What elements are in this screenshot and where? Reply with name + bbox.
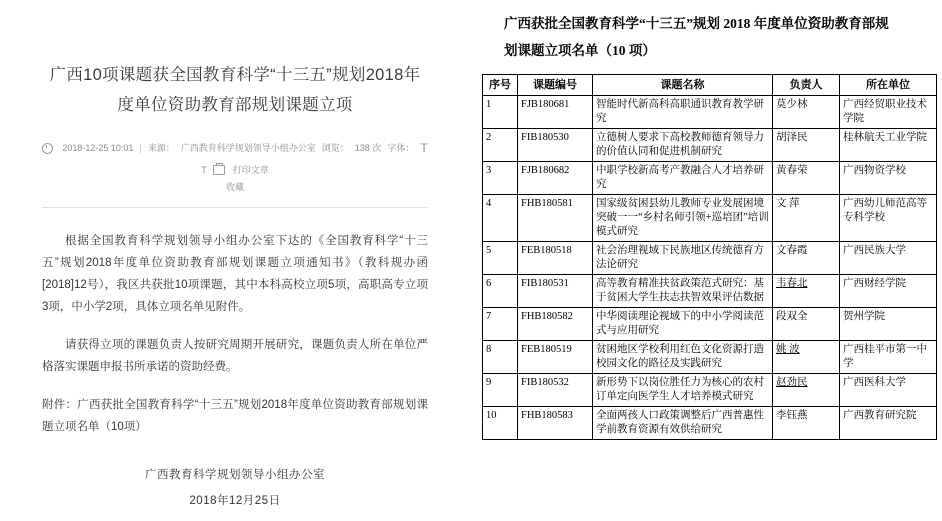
cell-no: 1 xyxy=(483,96,518,129)
cell-code: FIB180531 xyxy=(518,275,593,308)
table-row xyxy=(483,407,937,440)
cell-name: 国家级贫困县幼儿教师专业发展困境突破一一“乡村名师引领+巡培团”培训模式研究 xyxy=(593,195,773,242)
project-table xyxy=(482,74,937,440)
cell-person: 莫少林 xyxy=(773,96,840,129)
cell-no: 5 xyxy=(483,242,518,275)
font-size-large-button[interactable]: T xyxy=(420,141,428,155)
article-meta-line2 xyxy=(42,180,428,193)
table-header-row xyxy=(483,75,937,96)
cell-no: 4 xyxy=(483,195,518,242)
cell-unit: 广西幼儿师范高等专科学校 xyxy=(840,195,937,242)
cell-person: 赵劲民 xyxy=(773,374,840,407)
cell-name: 立德树人要求下高校教师德育领导力的价值认同和促进机制研究 xyxy=(593,129,773,162)
cell-unit: 广西民族大学 xyxy=(840,242,937,275)
article-attachment-note: 附件：广西获批全国教育科学“十三五”规划2018年度单位资助教育部规划课题立项名单（10项） xyxy=(42,399,428,433)
table-row xyxy=(483,275,937,308)
cell-person: 韦春北 xyxy=(773,275,840,308)
cell-unit: 广西经贸职业技术学院 xyxy=(840,96,937,129)
cell-name: 社会治理视域下民族地区传统德育方法论研究 xyxy=(593,242,773,275)
table-row xyxy=(483,195,937,242)
cell-code: FHB180583 xyxy=(518,407,593,440)
cell-code: FJB180682 xyxy=(518,162,593,195)
cell-no: 6 xyxy=(483,275,518,308)
attachment-title xyxy=(482,10,928,64)
cell-name: 贫困地区学校利用红色文化资源打造校园文化的路径及实践研究 xyxy=(593,341,773,374)
font-size-small-button[interactable]: T xyxy=(201,165,207,175)
signature-date: 2018年12月25日 xyxy=(189,495,281,507)
views-value: 138 次 xyxy=(354,143,382,153)
attachment-panel xyxy=(470,0,942,521)
cell-name: 智能时代新高科高职通识教育教学研究 xyxy=(593,96,773,129)
cell-no: 8 xyxy=(483,341,518,374)
cell-code: FIB180532 xyxy=(518,374,593,407)
source-label: 来源： xyxy=(147,143,175,153)
cell-code: FHB180582 xyxy=(518,308,593,341)
col-header-person: 负责人 xyxy=(773,75,840,96)
attachment-title-line2: 划课题立项名单（10 项） xyxy=(504,43,656,58)
cell-unit: 桂林航天工业学院 xyxy=(840,129,937,162)
table-body xyxy=(483,96,937,440)
cell-person: 文春霞 xyxy=(773,242,840,275)
table-row xyxy=(483,341,937,374)
cell-no: 7 xyxy=(483,308,518,341)
cell-code: FEB180518 xyxy=(518,242,593,275)
cell-unit: 广西医科大学 xyxy=(840,374,937,407)
cell-unit: 广西财经学院 xyxy=(840,275,937,308)
attachment-title-line1: 广西获批全国教育科学“十三五”规划 2018 年度单位资助教育部规 xyxy=(504,16,889,31)
cell-code: FJB180681 xyxy=(518,96,593,129)
table-row xyxy=(483,308,937,341)
article-body xyxy=(42,230,428,438)
signature-org: 广西教育科学规划领导小组办公室 xyxy=(145,469,325,481)
table-row xyxy=(483,374,937,407)
divider xyxy=(42,207,428,208)
page-title: 广西10项课题获全国教育科学“十三五”规划2018年度单位资助教育部规划课题立项 xyxy=(49,66,421,114)
cell-person: 姚 波 xyxy=(773,341,840,374)
cell-no: 10 xyxy=(483,407,518,440)
meta-separator: | xyxy=(139,143,142,153)
clock-icon xyxy=(42,143,53,154)
cell-name: 中职学校新高考产教融合人才培养研究 xyxy=(593,162,773,195)
print-button[interactable]: 打印文章 xyxy=(232,165,269,175)
cell-no: 2 xyxy=(483,129,518,162)
table-row xyxy=(483,162,937,195)
cell-no: 9 xyxy=(483,374,518,407)
article-panel xyxy=(0,0,470,521)
table-row xyxy=(483,129,937,162)
article-signature-block xyxy=(42,462,428,514)
cell-name: 新形势下以岗位胜任力为核心的农村订单定向医学生人才培养模式研究 xyxy=(593,374,773,407)
article-meta xyxy=(42,140,428,178)
cell-unit: 广西桂平市第一中学 xyxy=(840,341,937,374)
cell-person: 文 萍 xyxy=(773,195,840,242)
publish-date: 2018-12-25 10:01 xyxy=(62,143,134,153)
cell-person: 胡泽民 xyxy=(773,129,840,162)
cell-name: 全面两孩人口政策调整后广西普惠性学前教育资源有效供给研究 xyxy=(593,407,773,440)
cell-unit: 广西教育研究院 xyxy=(840,407,937,440)
favorite-button[interactable]: 收藏 xyxy=(225,182,244,192)
cell-unit: 广西物资学校 xyxy=(840,162,937,195)
table-row xyxy=(483,242,937,275)
cell-no: 3 xyxy=(483,162,518,195)
cell-unit: 贺州学院 xyxy=(840,308,937,341)
cell-name: 高等教育精准扶贫政策范式研究：基于贫困大学生扶志扶智效果评估数据 xyxy=(593,275,773,308)
article-paragraph-2: 请获得立项的课题负责人按研究周期开展研究，课题负责人所在单位严格落实课题申报书所承诺的资助经费。 xyxy=(42,339,428,373)
views-label: 浏览： xyxy=(321,143,349,153)
cell-code: FIB180530 xyxy=(518,129,593,162)
cell-person: 黄春荣 xyxy=(773,162,840,195)
cell-name: 中华阅读理论视域下的中小学阅读范式与应用研究 xyxy=(593,308,773,341)
col-header-unit: 所在单位 xyxy=(840,75,937,96)
table-row xyxy=(483,96,937,129)
col-header-no: 序号 xyxy=(483,75,518,96)
cell-code: FHB180581 xyxy=(518,195,593,242)
article-paragraph-1: 根据全国教育科学规划领导小组办公室下达的《全国教育科学“十三五”规划2018年度单位资助教育部规划课题立项通知书》（教科规办函[2018]12号），我区共获批10项课题，其中本科高校立项5项，高职高专立项3项，中小学2项，具体立项名单见附件。 xyxy=(42,235,428,313)
col-header-name: 课题名称 xyxy=(593,75,773,96)
printer-icon[interactable] xyxy=(213,165,225,175)
cell-code: FEB180519 xyxy=(518,341,593,374)
cell-person: 段双全 xyxy=(773,308,840,341)
source-value: 广西教育科学规划领导小组办公室 xyxy=(180,143,316,153)
fontsize-label: 字体： xyxy=(387,143,415,153)
col-header-code: 课题编号 xyxy=(518,75,593,96)
cell-person: 李钰燕 xyxy=(773,407,840,440)
